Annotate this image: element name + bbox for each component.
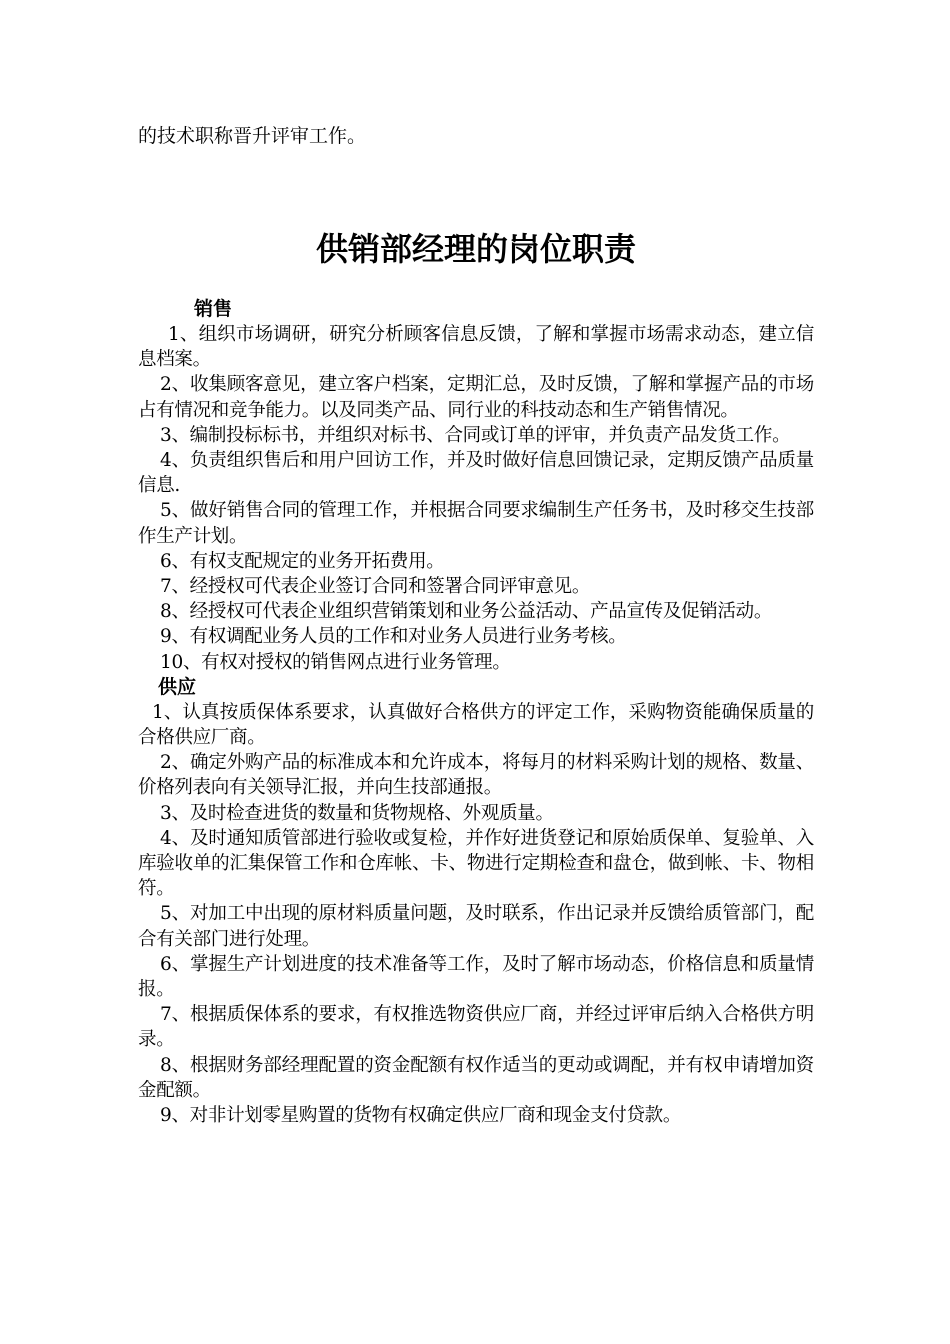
- page-title: 供销部经理的岗位职责: [315, 230, 636, 268]
- list-item: 3、及时检查进货的数量和货物规格、外观质量。: [160, 802, 554, 824]
- section-heading-sales: 销售: [194, 298, 233, 320]
- list-item: 1、组织市场调研，研究分析顾客信息反馈，了解和掌握市场需求动态，建立信息档案。: [138, 324, 814, 371]
- list-item: 7、根据质保体系的要求，有权推选物资供应厂商，并经过评审后纳入合格供方明录。: [138, 1004, 814, 1051]
- list-item: 8、根据财务部经理配置的资金配额有权作适当的更动或调配，并有权申请增加资金配额。: [138, 1054, 814, 1101]
- list-item: 5、做好销售合同的管理工作，并根据合同要求编制生产任务书，及时移交生技部作生产计划。: [138, 500, 814, 547]
- list-item: 3、编制投标标书，并组织对标书、合同或订单的评审，并负责产品发货工作。: [160, 424, 791, 446]
- list-item: 1、认真按质保体系要求，认真做好合格供方的评定工作，采购物资能确保质量的合格供应厂商。: [138, 701, 814, 749]
- list-item: 6、有权支配规定的业务开拓费用。: [160, 550, 445, 572]
- list-item: 2、确定外购产品的标准成本和允许成本，将每月的材料采购计划的规格、数量、价格列表向有关领导汇报，并向生技部通报。: [138, 752, 814, 799]
- document-body: [138, 297, 814, 1128]
- list-item: 9、对非计划零星购置的货物有权确定供应厂商和现金支付贷款。: [160, 1105, 682, 1127]
- list-item: 8、经授权可代表企业组织营销策划和业务公益活动、产品宣传及促销活动。: [160, 601, 773, 623]
- list-item: 6、掌握生产计划进度的技术准备等工作，及时了解市场动态，价格信息和质量情报。: [138, 953, 814, 1001]
- list-item: 10、有权对授权的销售网点进行业务管理。: [160, 651, 511, 673]
- list-item: 4、负责组织售后和用户回访工作，并及时做好信息回馈记录，定期反馈产品质量信息.: [138, 450, 814, 497]
- list-item: 7、经授权可代表企业签订合同和签署合同评审意见。: [160, 576, 591, 598]
- list-item: 2、收集顾客意见，建立客户档案，定期汇总，及时反馈，了解和掌握产品的市场占有情况和竞争能力。以及同类产品、同行业的科技动态和生产销售情况。: [138, 374, 814, 421]
- section-heading-supply: 供应: [158, 675, 197, 698]
- list-item: 4、及时通知质管部进行验收或复检，并作好进货登记和原始质保单、复验单、入库验收单的汇集保管工作和仓库帐、卡、物进行定期检查和盘仓，做到帐、卡、物相符。: [138, 827, 814, 900]
- intro-text: 的技术职称晋升评审工作。: [138, 125, 367, 147]
- list-item: 5、对加工中出现的原材料质量问题，及时联系，作出记录并反馈给质管部门，配合有关部门进行处理。: [138, 903, 814, 950]
- list-item: 9、有权调配业务人员的工作和对业务人员进行业务考核。: [160, 626, 627, 648]
